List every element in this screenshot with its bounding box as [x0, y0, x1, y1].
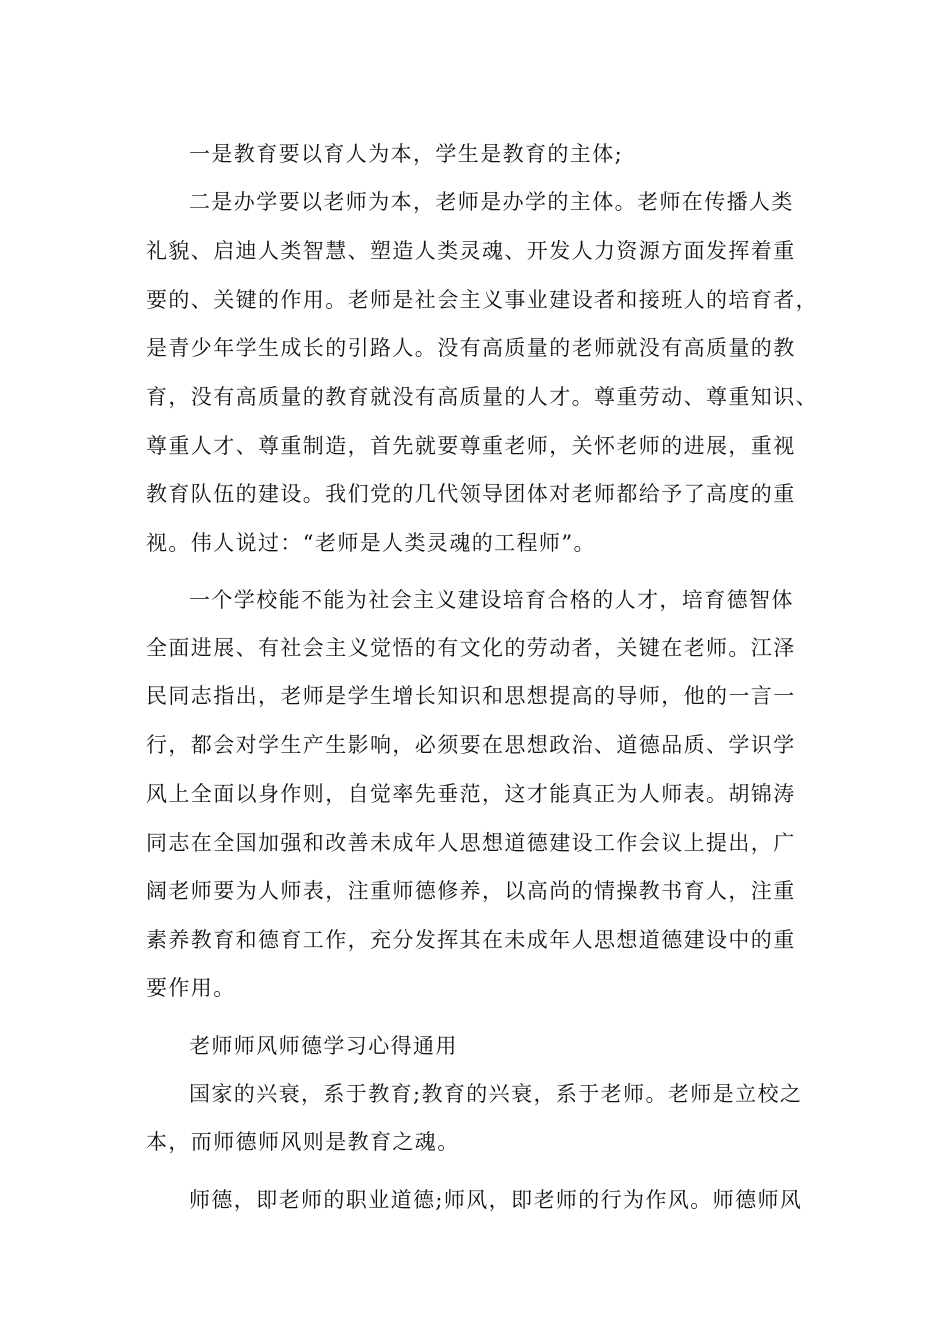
- paragraph-line: 国家的兴衰，系于教育;教育的兴衰，系于老师。老师是立校之: [189, 1082, 803, 1106]
- paragraph-line: 一个学校能不能为社会主义建设培育合格的人才，培育德智体: [189, 588, 794, 612]
- paragraph-line: 是青少年学生成长的引路人。没有高质量的老师就没有高质量的教: [146, 336, 796, 360]
- paragraph-line: 同志在全国加强和改善未成年人思想道德建设工作会议上提出，广: [146, 831, 796, 855]
- paragraph-line: 本，而师德师风则是教育之魂。: [146, 1130, 460, 1154]
- section-heading: 老师师风师德学习心得通用: [189, 1034, 458, 1058]
- paragraph-line: 行，都会对学生产生影响，必须要在思想政治、道德品质、学识学: [146, 733, 796, 757]
- paragraph-line: 育，没有高质量的教育就没有高质量的人才。尊重劳动、尊重知识、: [146, 385, 818, 409]
- paragraph-line: 师德，即老师的职业道德;师风，即老师的行为作风。师德师风: [189, 1188, 803, 1212]
- paragraph-line: 民同志指出，老师是学生增长知识和思想提高的导师，他的一言一: [146, 684, 796, 708]
- paragraph-line: 全面进展、有社会主义觉悟的有文化的劳动者，关键在老师。江泽: [146, 636, 796, 660]
- paragraph-line: 礼貌、启迪人类智慧、塑造人类灵魂、开发人力资源方面发挥着重: [146, 239, 796, 263]
- paragraph-line: 阔老师要为人师表，注重师德修养，以高尚的情操教书育人，注重: [146, 879, 796, 903]
- paragraph-line: 要作用。: [146, 976, 236, 1000]
- paragraph-line: 二是办学要以老师为本，老师是办学的主体。老师在传播人类: [189, 190, 794, 214]
- paragraph-line: 尊重人才、尊重制造，首先就要尊重老师，关怀老师的进展，重视: [146, 434, 796, 458]
- paragraph-line: 风上全面以身作则，自觉率先垂范，这才能真正为人师表。胡锦涛: [146, 782, 796, 806]
- paragraph-line: 教育队伍的建设。我们党的几代领导团体对老师都给予了高度的重: [146, 482, 796, 506]
- paragraph-line: 视。伟人说过：“老师是人类灵魂的工程师”。: [146, 531, 596, 555]
- paragraph-line: 素养教育和德育工作，充分发挥其在未成年人思想道德建设中的重: [146, 928, 796, 952]
- paragraph-line: 一是教育要以育人为本，学生是教育的主体;: [189, 142, 624, 166]
- paragraph-line: 要的、关键的作用。老师是社会主义事业建设者和接班人的培育者，: [146, 288, 818, 312]
